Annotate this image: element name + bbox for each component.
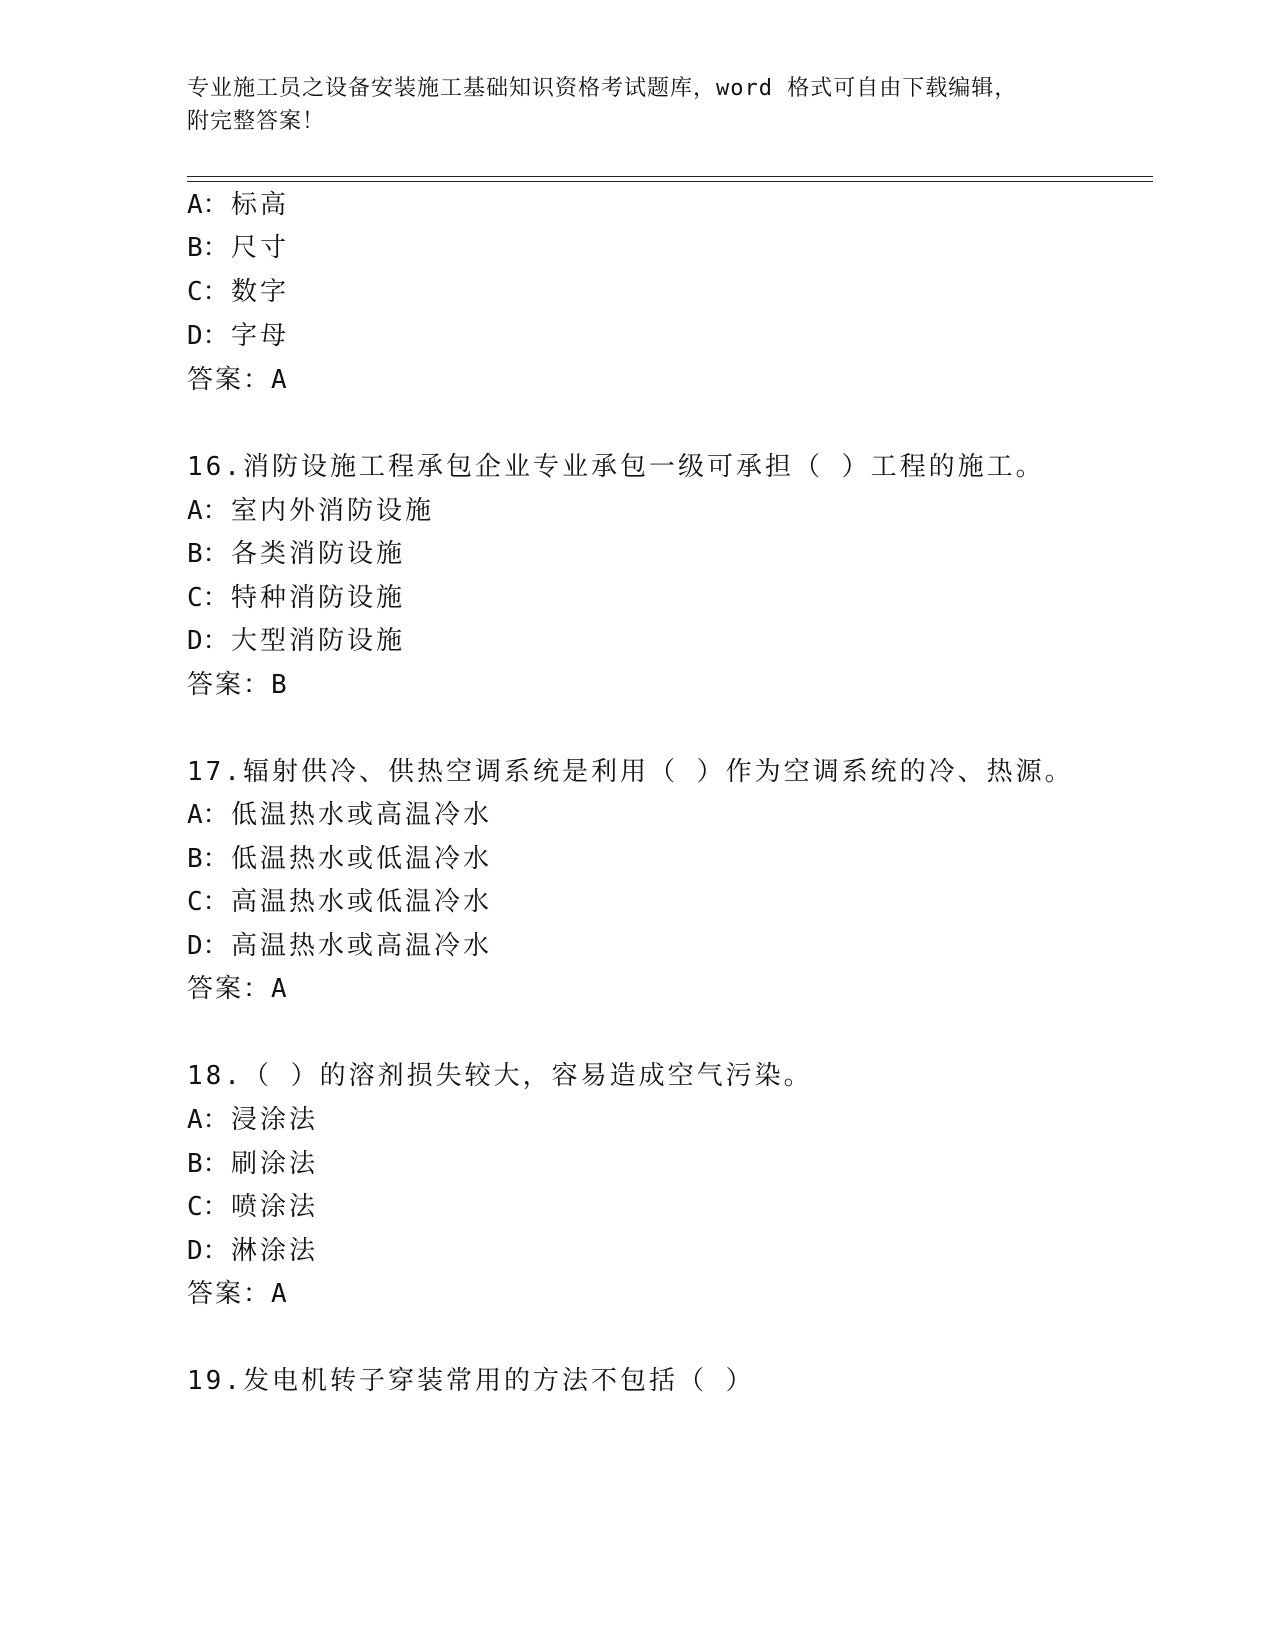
option-row	[187, 493, 434, 529]
option-row	[187, 623, 405, 659]
option-text: 大型消防设施	[231, 626, 406, 656]
option-row	[187, 884, 492, 920]
option-row	[187, 230, 289, 266]
option-key: D：	[187, 321, 229, 351]
option-key: A：	[187, 800, 229, 830]
document-header	[187, 72, 1147, 138]
header-divider-bottom	[187, 181, 1153, 182]
option-row	[187, 1146, 318, 1182]
option-key: B：	[187, 539, 229, 569]
option-row	[187, 1102, 318, 1138]
option-row	[187, 580, 405, 616]
option-row	[187, 274, 289, 310]
answer-value: A	[271, 974, 289, 1004]
question-stem: 17.辐射供冷、供热空调系统是利用（ ）作为空调系统的冷、热源。	[187, 757, 1074, 787]
option-key: A：	[187, 496, 229, 526]
question-stem: 18.（ ）的溶剂损失较大，容易造成空气污染。	[187, 1061, 813, 1091]
answer-label: 答案：	[187, 974, 272, 1004]
option-row	[187, 928, 492, 964]
question-stem: 19.发电机转子穿装常用的方法不包括（ ）	[187, 1366, 755, 1396]
answer-row	[187, 667, 289, 703]
option-text: 浸涂法	[231, 1105, 319, 1135]
option-row	[187, 1189, 318, 1225]
option-text: 低温热水或低温冷水	[231, 844, 493, 874]
answer-label: 答案：	[187, 365, 272, 395]
option-text: 各类消防设施	[231, 539, 406, 569]
answer-value: A	[271, 365, 289, 395]
option-key: A：	[187, 190, 229, 220]
option-key: D：	[187, 626, 229, 656]
question-stem: 16.消防设施工程承包企业专业承包一级可承担（ ）工程的施工。	[187, 452, 1045, 482]
option-key: C：	[187, 583, 229, 613]
option-key: B：	[187, 233, 229, 263]
header-divider-top	[187, 176, 1153, 177]
option-text: 字母	[231, 321, 290, 351]
option-key: D：	[187, 931, 229, 961]
option-text: 高温热水或高温冷水	[231, 931, 493, 961]
option-row	[187, 1233, 318, 1269]
answer-row	[187, 1276, 289, 1312]
answer-value: B	[271, 670, 289, 700]
answer-row	[187, 971, 289, 1007]
option-text: 刷涂法	[231, 1149, 319, 1179]
option-key: B：	[187, 844, 229, 874]
option-text: 室内外消防设施	[231, 496, 435, 526]
option-text: 低温热水或高温冷水	[231, 800, 493, 830]
option-row	[187, 797, 492, 833]
option-text: 高温热水或低温冷水	[231, 887, 493, 917]
option-key: C：	[187, 1192, 229, 1222]
option-key: A：	[187, 1105, 229, 1135]
option-key: D：	[187, 1236, 229, 1266]
option-row	[187, 187, 289, 223]
option-text: 特种消防设施	[231, 583, 406, 613]
header-line-1: 专业施工员之设备安装施工基础知识资格考试题库，word 格式可自由下载编辑，	[187, 76, 1018, 101]
header-line-2: 附完整答案！	[187, 109, 326, 134]
option-key: B：	[187, 1149, 229, 1179]
answer-row	[187, 362, 289, 398]
option-row	[187, 536, 405, 572]
option-text: 喷涂法	[231, 1192, 319, 1222]
option-row	[187, 318, 289, 354]
option-key: C：	[187, 887, 229, 917]
answer-value: A	[271, 1279, 289, 1309]
option-text: 尺寸	[231, 233, 290, 263]
option-row	[187, 841, 492, 877]
option-text: 标高	[231, 190, 290, 220]
answer-label: 答案：	[187, 1279, 272, 1309]
option-text: 淋涂法	[231, 1236, 319, 1266]
option-text: 数字	[231, 277, 290, 307]
option-key: C：	[187, 277, 229, 307]
answer-label: 答案：	[187, 670, 272, 700]
